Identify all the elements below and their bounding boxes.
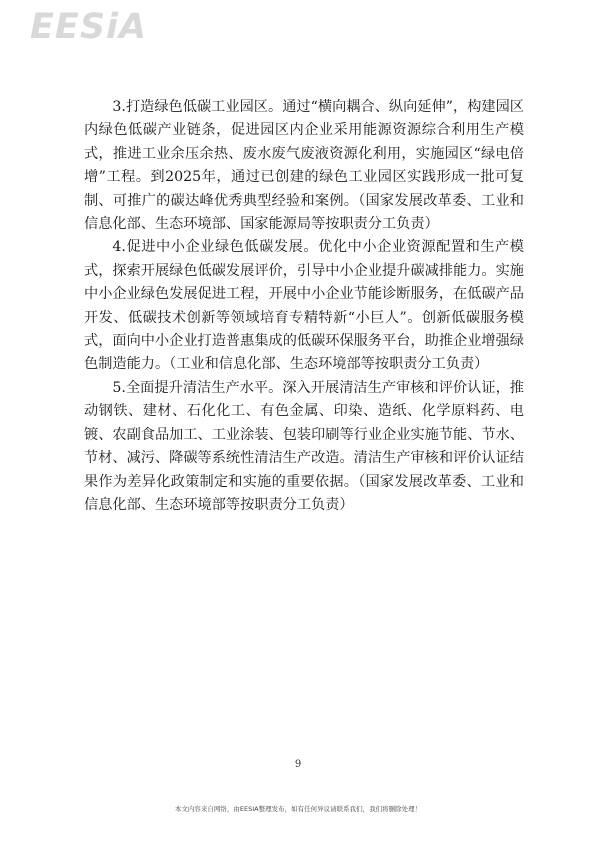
eesia-logo: EESiA	[30, 7, 148, 47]
paragraph-green-industrial-parks: 3.打造绿色低碳工业园区。通过“横向耦合、纵向延伸”，构建园区内绿色低碳产业链条，促进园区内企业采用能源资源综合利用生产模式，推进工业余压余热、废水废气废液资源化利用，实施园区“绿电倍增”工程。到2025年，通过已创建的绿色工业园区实践形成一批可复制、可推广的碳达峰优秀典型经验和案例。（国家发展改革委、工业和信息化部、生态环境部、国家能源局等按职责分工负责）	[84, 99, 524, 233]
footer-disclaimer: 本文内容来自网络，由EESIA整理发布，如有任何异议请联系我们，我们将删除处理！	[174, 805, 422, 813]
document-body	[84, 96, 524, 517]
page-number: 9	[294, 759, 302, 770]
paragraph-sme-green-development: 4.促进中小企业绿色低碳发展。优化中小企业资源配置和生产模式，探索开展绿色低碳发展评价，引导中小企业提升碳减排能力。实施中小企业绿色发展促进工程，开展中小企业节能诊断服务，在低碳产品开发、低碳技术创新等领域培育专精特新“小巨人”。创新低碳服务模式，面向中小企业打造普惠集成的低碳环保服务平台，助推企业增强绿色制造能力。（工业和信息化部、生态环境部等按职责分工负责）	[84, 239, 524, 373]
paragraph-clean-production: 5.全面提升清洁生产水平。深入开展清洁生产审核和评价认证，推动钢铁、建材、石化化工、有色金属、印染、造纸、化学原料药、电镀、农副食品加工、工业涂装、包装印刷等行业企业实施节能、节水、节材、减污、降碳等系统性清洁生产改造。清洁生产审核和评价认证结果作为差异化政策制定和实施的重要依据。（国家发展改革委、工业和信息化部、生态环境部等按职责分工负责）	[84, 379, 524, 513]
